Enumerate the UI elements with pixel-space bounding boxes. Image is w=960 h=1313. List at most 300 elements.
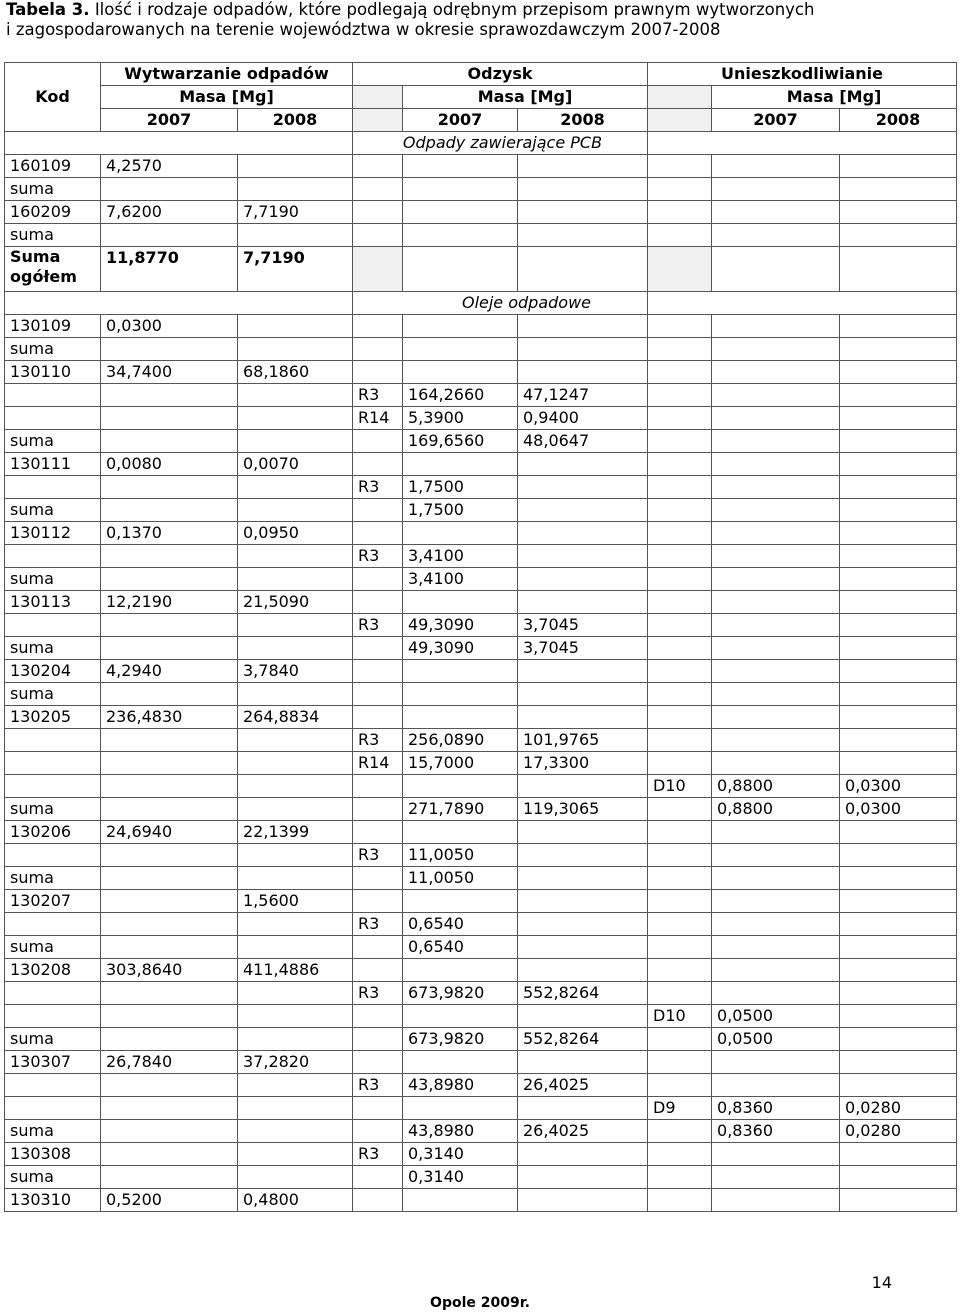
row-value-cell — [712, 453, 840, 476]
row-value-cell — [353, 1028, 403, 1051]
row-kod-cell: 160109 — [5, 155, 101, 178]
row-value-cell — [840, 752, 957, 775]
row-value-cell — [518, 545, 648, 568]
row-value-cell — [648, 729, 712, 752]
row-value-cell — [712, 729, 840, 752]
row-value-cell — [101, 384, 238, 407]
row-value-cell: 0,0070 — [238, 453, 353, 476]
row-kod-cell — [5, 729, 101, 752]
row-value-cell: 0,9400 — [518, 407, 648, 430]
row-value-cell — [648, 959, 712, 982]
row-value-cell — [840, 453, 957, 476]
row-kod-cell — [5, 1005, 101, 1028]
row-value-cell — [648, 1166, 712, 1189]
row-value-cell — [101, 775, 238, 798]
row-value-cell — [518, 706, 648, 729]
row-kod-cell: 130310 — [5, 1189, 101, 1212]
row-value-cell — [238, 936, 353, 959]
row-value-cell — [840, 361, 957, 384]
row-value-cell — [712, 1166, 840, 1189]
row-value-cell — [353, 315, 403, 338]
row-value-cell — [238, 338, 353, 361]
row-kod-cell: suma — [5, 936, 101, 959]
year-2007-header: 2007 — [712, 109, 840, 132]
row-value-cell — [403, 1051, 518, 1074]
row-value-cell — [403, 361, 518, 384]
row-value-cell: 0,6540 — [403, 936, 518, 959]
row-value-cell — [712, 637, 840, 660]
row-value-cell — [101, 499, 238, 522]
row-value-cell: 3,4100 — [403, 568, 518, 591]
row-value-cell — [353, 867, 403, 890]
row-value-cell: 1,7500 — [403, 499, 518, 522]
row-value-cell — [518, 936, 648, 959]
row-value-cell: 4,2570 — [101, 155, 238, 178]
row-value-cell — [353, 178, 403, 201]
row-value-cell — [518, 338, 648, 361]
row-value-cell — [101, 683, 238, 706]
table-row — [5, 890, 957, 913]
row-value-cell — [712, 752, 840, 775]
table-row — [5, 407, 957, 430]
total-label-line-1: Suma — [10, 247, 61, 266]
row-value-cell: R3 — [353, 844, 403, 867]
table-row — [5, 361, 957, 384]
row-value-cell: 68,1860 — [238, 361, 353, 384]
row-value-cell — [353, 224, 403, 247]
row-value-cell — [712, 361, 840, 384]
table-row — [5, 178, 957, 201]
row-value-cell — [712, 959, 840, 982]
row-value-cell — [101, 545, 238, 568]
row-value-cell — [648, 407, 712, 430]
row-value-cell: 0,0080 — [101, 453, 238, 476]
row-value-cell — [648, 201, 712, 224]
section-row — [5, 292, 957, 315]
row-value-cell — [238, 1074, 353, 1097]
row-value-cell: R3 — [353, 729, 403, 752]
row-value-cell — [518, 224, 648, 247]
row-value-cell — [518, 155, 648, 178]
row-value-cell — [353, 821, 403, 844]
section-title: Oleje odpadowe — [353, 292, 648, 315]
total-label-line-2: ogółem — [10, 267, 77, 286]
row-value-cell — [101, 844, 238, 867]
row-value-cell — [648, 315, 712, 338]
row-value-cell: 271,7890 — [403, 798, 518, 821]
row-value-cell — [518, 201, 648, 224]
row-value-cell — [712, 683, 840, 706]
unieszkodliwianie-masa-header: Masa [Mg] — [712, 86, 957, 109]
row-kod-cell — [5, 844, 101, 867]
row-value-cell — [840, 1051, 957, 1074]
row-value-cell — [840, 959, 957, 982]
row-kod-cell — [5, 476, 101, 499]
row-value-cell — [101, 568, 238, 591]
row-value-cell — [101, 752, 238, 775]
total-value: 11,8770 — [101, 247, 238, 292]
row-value-cell — [648, 660, 712, 683]
row-value-cell — [840, 407, 957, 430]
row-value-cell: 0,8800 — [712, 775, 840, 798]
row-value-cell — [648, 224, 712, 247]
row-value-cell — [840, 384, 957, 407]
row-value-cell — [353, 1051, 403, 1074]
row-value-cell — [238, 224, 353, 247]
row-value-cell — [712, 913, 840, 936]
row-value-cell — [238, 1120, 353, 1143]
row-value-cell — [840, 430, 957, 453]
row-value-cell — [353, 775, 403, 798]
row-value-cell — [840, 1028, 957, 1051]
row-kod-cell: suma — [5, 798, 101, 821]
row-value-cell — [712, 614, 840, 637]
row-value-cell — [238, 545, 353, 568]
row-value-cell — [518, 315, 648, 338]
row-value-cell: 169,6560 — [403, 430, 518, 453]
row-value-cell — [712, 890, 840, 913]
table-row — [5, 1074, 957, 1097]
row-value-cell: 0,0500 — [712, 1028, 840, 1051]
row-value-cell — [840, 522, 957, 545]
row-value-cell — [712, 660, 840, 683]
row-value-cell: 11,0050 — [403, 867, 518, 890]
odzysk-code-header-cell — [353, 86, 403, 109]
row-value-cell: 0,4800 — [238, 1189, 353, 1212]
row-value-cell — [840, 1166, 957, 1189]
row-value-cell — [101, 913, 238, 936]
row-kod-cell: 130111 — [5, 453, 101, 476]
row-value-cell — [840, 568, 957, 591]
row-value-cell — [353, 1166, 403, 1189]
row-value-cell: 119,3065 — [518, 798, 648, 821]
row-value-cell — [518, 361, 648, 384]
row-value-cell — [648, 821, 712, 844]
row-value-cell: 236,4830 — [101, 706, 238, 729]
row-value-cell — [518, 1005, 648, 1028]
row-value-cell — [353, 1097, 403, 1120]
row-value-cell — [840, 591, 957, 614]
row-value-cell: 3,7045 — [518, 614, 648, 637]
row-value-cell — [648, 913, 712, 936]
table-caption — [6, 0, 956, 40]
row-value-cell: R3 — [353, 545, 403, 568]
row-value-cell — [101, 338, 238, 361]
section-row — [5, 132, 957, 155]
row-value-cell — [238, 913, 353, 936]
table-row — [5, 384, 957, 407]
row-value-cell: 4,2940 — [101, 660, 238, 683]
table-row — [5, 821, 957, 844]
row-value-cell — [353, 706, 403, 729]
row-value-cell — [238, 729, 353, 752]
row-value-cell — [712, 936, 840, 959]
row-value-cell: 0,0300 — [101, 315, 238, 338]
row-value-cell — [238, 1005, 353, 1028]
row-kod-cell — [5, 384, 101, 407]
row-kod-cell: 130308 — [5, 1143, 101, 1166]
row-value-cell — [101, 1028, 238, 1051]
row-value-cell — [238, 1143, 353, 1166]
row-value-cell — [101, 798, 238, 821]
row-value-cell — [712, 155, 840, 178]
row-value-cell — [518, 683, 648, 706]
table-row — [5, 1189, 957, 1212]
row-value-cell: 48,0647 — [518, 430, 648, 453]
row-value-cell — [101, 637, 238, 660]
row-value-cell: 43,8980 — [403, 1120, 518, 1143]
row-value-cell — [238, 178, 353, 201]
row-value-cell — [101, 890, 238, 913]
row-value-cell — [840, 660, 957, 683]
row-value-cell — [101, 430, 238, 453]
row-value-cell — [238, 155, 353, 178]
row-value-cell — [518, 568, 648, 591]
table-row — [5, 706, 957, 729]
row-value-cell — [238, 752, 353, 775]
row-value-cell: 552,8264 — [518, 1028, 648, 1051]
row-value-cell — [353, 155, 403, 178]
row-value-cell — [712, 178, 840, 201]
table-row — [5, 959, 957, 982]
row-value-cell — [518, 913, 648, 936]
row-value-cell — [101, 1166, 238, 1189]
row-value-cell — [101, 224, 238, 247]
row-value-cell — [518, 178, 648, 201]
year-2008-header: 2008 — [518, 109, 648, 132]
row-value-cell — [403, 1097, 518, 1120]
total-row — [5, 247, 957, 292]
row-value-cell — [712, 201, 840, 224]
row-value-cell — [840, 178, 957, 201]
row-kod-cell: suma — [5, 1120, 101, 1143]
row-value-cell — [353, 453, 403, 476]
table-row — [5, 1005, 957, 1028]
row-value-cell — [238, 614, 353, 637]
table-row — [5, 729, 957, 752]
row-value-cell — [840, 545, 957, 568]
row-value-cell — [712, 1143, 840, 1166]
table-row — [5, 545, 957, 568]
row-value-cell — [238, 844, 353, 867]
table-row — [5, 844, 957, 867]
row-value-cell — [648, 430, 712, 453]
row-value-cell — [518, 522, 648, 545]
row-kod-cell: suma — [5, 430, 101, 453]
table-row — [5, 614, 957, 637]
row-value-cell — [403, 453, 518, 476]
row-value-cell — [353, 361, 403, 384]
row-value-cell — [840, 821, 957, 844]
row-value-cell — [648, 591, 712, 614]
table-row — [5, 637, 957, 660]
row-value-cell: R3 — [353, 913, 403, 936]
year-blank-header — [648, 109, 712, 132]
row-value-cell: 24,6940 — [101, 821, 238, 844]
row-kod-cell: 130206 — [5, 821, 101, 844]
row-value-cell: 3,7840 — [238, 660, 353, 683]
row-value-cell — [840, 982, 957, 1005]
row-value-cell — [403, 178, 518, 201]
row-value-cell — [353, 683, 403, 706]
row-value-cell: R3 — [353, 476, 403, 499]
row-value-cell — [238, 384, 353, 407]
row-kod-cell: 130204 — [5, 660, 101, 683]
row-value-cell — [712, 224, 840, 247]
row-value-cell: 49,3090 — [403, 637, 518, 660]
row-value-cell — [238, 315, 353, 338]
row-value-cell — [403, 1005, 518, 1028]
row-value-cell — [648, 1143, 712, 1166]
row-value-cell — [648, 384, 712, 407]
row-kod-cell: suma — [5, 683, 101, 706]
row-value-cell — [238, 798, 353, 821]
row-kod-cell — [5, 775, 101, 798]
section-blank — [5, 292, 353, 315]
row-value-cell — [840, 867, 957, 890]
row-kod-cell: suma — [5, 1028, 101, 1051]
table-row — [5, 683, 957, 706]
row-value-cell — [403, 706, 518, 729]
row-value-cell — [648, 982, 712, 1005]
row-kod-cell: suma — [5, 338, 101, 361]
row-kod-cell — [5, 913, 101, 936]
row-kod-cell — [5, 752, 101, 775]
row-value-cell — [712, 522, 840, 545]
row-value-cell: R14 — [353, 752, 403, 775]
row-value-cell — [518, 844, 648, 867]
header-row-3 — [5, 109, 957, 132]
row-value-cell: 1,7500 — [403, 476, 518, 499]
row-value-cell — [353, 338, 403, 361]
row-value-cell: 47,1247 — [518, 384, 648, 407]
row-value-cell — [353, 1189, 403, 1212]
row-value-cell: 0,1370 — [101, 522, 238, 545]
table-row — [5, 430, 957, 453]
row-value-cell: 0,0300 — [840, 798, 957, 821]
row-value-cell — [518, 660, 648, 683]
row-kod-cell: 160209 — [5, 201, 101, 224]
row-value-cell — [648, 522, 712, 545]
row-value-cell — [353, 890, 403, 913]
row-value-cell — [648, 752, 712, 775]
odzysk-masa-header: Masa [Mg] — [403, 86, 648, 109]
row-value-cell: 37,2820 — [238, 1051, 353, 1074]
row-value-cell: 0,8360 — [712, 1097, 840, 1120]
row-value-cell: R3 — [353, 384, 403, 407]
row-value-cell: 0,3140 — [403, 1143, 518, 1166]
row-value-cell — [840, 476, 957, 499]
row-value-cell: R3 — [353, 1143, 403, 1166]
row-value-cell: 0,3140 — [403, 1166, 518, 1189]
row-value-cell — [353, 637, 403, 660]
row-value-cell — [712, 1051, 840, 1074]
row-value-cell — [403, 591, 518, 614]
year-2007-header: 2007 — [403, 109, 518, 132]
row-value-cell — [353, 959, 403, 982]
row-value-cell: 0,0280 — [840, 1120, 957, 1143]
row-kod-cell: 130110 — [5, 361, 101, 384]
row-value-cell — [840, 729, 957, 752]
row-value-cell: D10 — [648, 775, 712, 798]
table-row — [5, 752, 957, 775]
row-value-cell — [840, 224, 957, 247]
row-value-cell: 7,6200 — [101, 201, 238, 224]
row-value-cell: 17,3300 — [518, 752, 648, 775]
row-value-cell: 411,4886 — [238, 959, 353, 982]
row-value-cell — [238, 867, 353, 890]
row-value-cell — [840, 683, 957, 706]
row-value-cell — [238, 476, 353, 499]
row-value-cell — [101, 936, 238, 959]
row-value-cell — [518, 775, 648, 798]
row-value-cell — [840, 1143, 957, 1166]
row-value-cell — [518, 1166, 648, 1189]
row-value-cell — [353, 936, 403, 959]
row-value-cell: 26,4025 — [518, 1074, 648, 1097]
table-row — [5, 568, 957, 591]
row-kod-cell: 130109 — [5, 315, 101, 338]
row-value-cell — [712, 315, 840, 338]
row-value-cell: 0,8360 — [712, 1120, 840, 1143]
row-kod-cell: 130208 — [5, 959, 101, 982]
row-value-cell — [840, 936, 957, 959]
row-value-cell — [648, 637, 712, 660]
row-kod-cell: suma — [5, 867, 101, 890]
row-value-cell — [840, 706, 957, 729]
row-value-cell: R3 — [353, 614, 403, 637]
row-kod-cell: 130112 — [5, 522, 101, 545]
footer-city: Opole 2009r. — [430, 1295, 530, 1311]
row-value-cell — [403, 338, 518, 361]
row-value-cell — [101, 982, 238, 1005]
row-value-cell — [712, 407, 840, 430]
row-value-cell — [712, 545, 840, 568]
row-value-cell: D10 — [648, 1005, 712, 1028]
row-value-cell: R14 — [353, 407, 403, 430]
row-value-cell — [712, 706, 840, 729]
row-value-cell — [712, 867, 840, 890]
row-kod-cell — [5, 1074, 101, 1097]
row-kod-cell: suma — [5, 499, 101, 522]
row-value-cell — [648, 1120, 712, 1143]
row-value-cell: 0,5200 — [101, 1189, 238, 1212]
row-value-cell — [648, 1051, 712, 1074]
row-value-cell — [238, 1028, 353, 1051]
row-value-cell — [648, 155, 712, 178]
row-kod-cell: suma — [5, 568, 101, 591]
row-value-cell — [518, 1143, 648, 1166]
table-row — [5, 775, 957, 798]
row-value-cell: 673,9820 — [403, 1028, 518, 1051]
row-value-cell — [403, 683, 518, 706]
row-value-cell: 7,7190 — [238, 201, 353, 224]
table-row — [5, 1051, 957, 1074]
row-value-cell — [712, 821, 840, 844]
row-value-cell: 0,0500 — [712, 1005, 840, 1028]
row-value-cell — [403, 155, 518, 178]
row-value-cell — [238, 1166, 353, 1189]
row-value-cell — [353, 499, 403, 522]
table-row — [5, 1097, 957, 1120]
row-value-cell — [648, 706, 712, 729]
row-value-cell: 552,8264 — [518, 982, 648, 1005]
row-value-cell — [518, 890, 648, 913]
row-value-cell — [403, 660, 518, 683]
row-value-cell — [518, 476, 648, 499]
table-row — [5, 1120, 957, 1143]
table-row — [5, 155, 957, 178]
